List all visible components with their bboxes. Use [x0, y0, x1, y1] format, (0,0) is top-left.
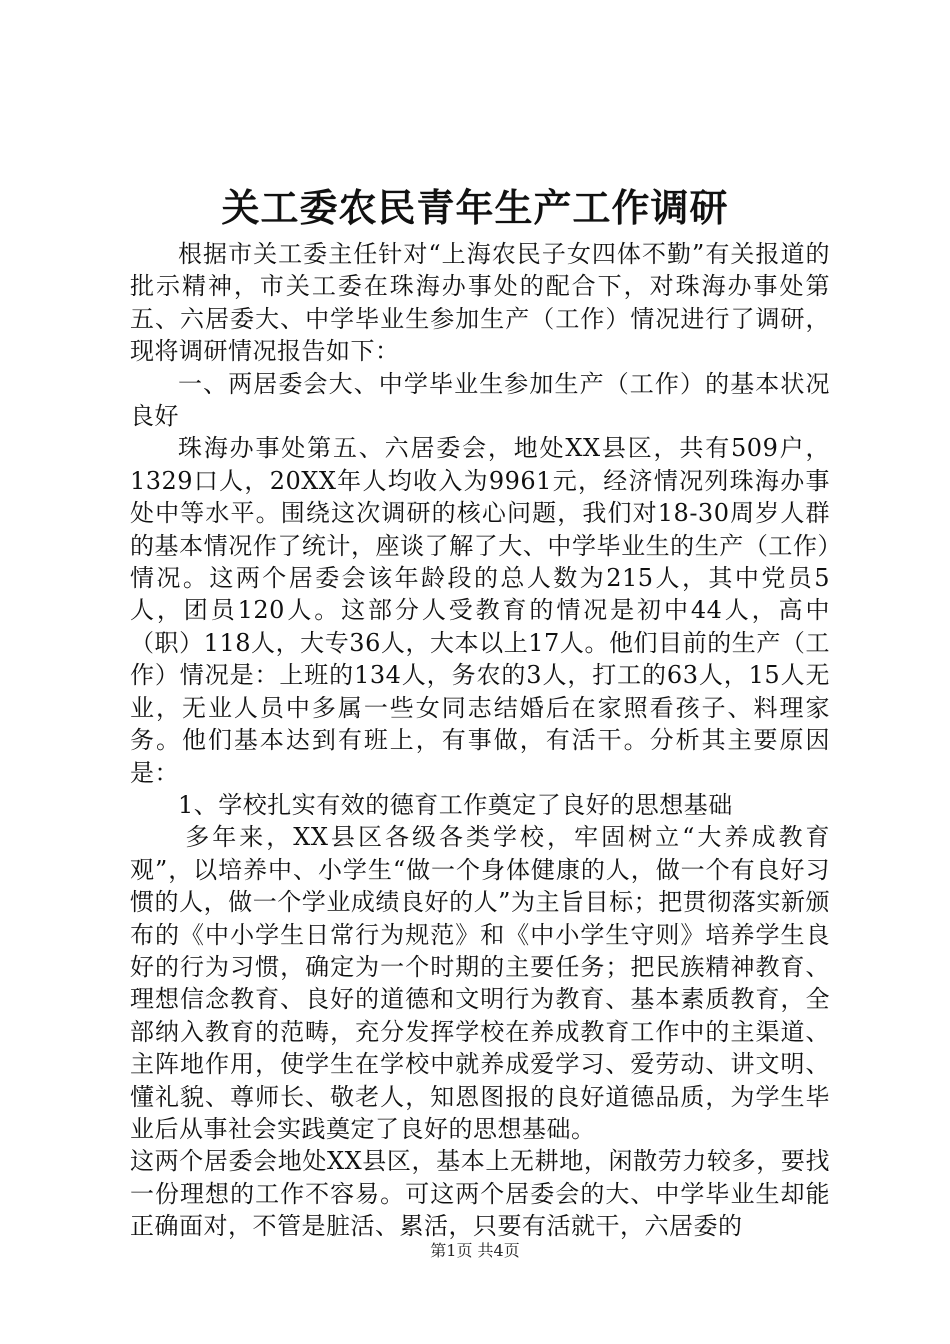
paragraph-employment: 这两个居委会地处XX县区，基本上无耕地，闲散劳力较多，要找一份理想的工作不容易。可这两个居委会的大、中学毕业生却能正确面对，不管是脏活、累活，只要有活就干，六居委的 [130, 1147, 830, 1241]
document-title: 关工委农民青年生产工作调研 [221, 185, 729, 230]
subsection-heading-1: 1、学校扎实有效的德育工作奠定了良好的思想基础 [178, 790, 733, 819]
page-footer: 第1页 共4页 [430, 1241, 520, 1260]
paragraph-school-education: 多年来，XX县区各级各类学校，牢固树立“大养成教育观”，以培养中、小学生“做一个身体健康的人，做一个有良好习惯的人，做一个学业成绩良好的人”为主旨目标；把贯彻落实新颁布的《中小学生日常行为规范》和《中小学生守则》培养学生良好的行为习惯，确定为一个时期的主要任务；把民族精神教育、理想信念教育、良好的道德和文明行为教育、基本素质教育，全部纳入教育的范畴，充分发挥学校在养成教育工作中的主渠道、主阵地作用，使学生在学校中就养成爱学习、爱劳动、讲文明、懂礼貌、尊师长、敬老人，知恩图报的良好道德品质，为学生毕业后从事社会实践奠定了良好的思想基础。 [130, 823, 830, 1143]
paragraph-intro: 根据市关工委主任针对“上海农民子女四体不勤”有关报道的批示精神，市关工委在珠海办事处的配合下，对珠海办事处第五、六居委大、中学毕业生参加生产（工作）情况进行了调研，现将调研情况报告如下： [130, 240, 830, 366]
section-heading-1: 一、两居委会大、中学毕业生参加生产（工作）的基本状况良好 [130, 369, 830, 431]
paragraph-basic-situation: 珠海办事处第五、六居委会，地处XX县区，共有509户，1329口人，20XX年人均收入为9961元，经济情况列珠海办事处中等水平。围绕这次调研的核心问题，我们对18-30周岁人群的基本情况作了统计，座谈了解了大、中学毕业生的生产（工作）情况。这两个居委会该年龄段的总人数为215人，其中党员5人，团员120人。这部分人受教育的情况是初中44人，高中（职）118人，大专36人，大本以上17人。他们目前的生产（工作）情况是：上班的134人，务农的3人，打工的63人，15人无业，无业人员中多属一些女同志结婚后在家照看孩子、料理家务。他们基本达到有班上，有事做，有活干。分析其主要原因是： [130, 434, 830, 787]
document-body [130, 238, 830, 1243]
